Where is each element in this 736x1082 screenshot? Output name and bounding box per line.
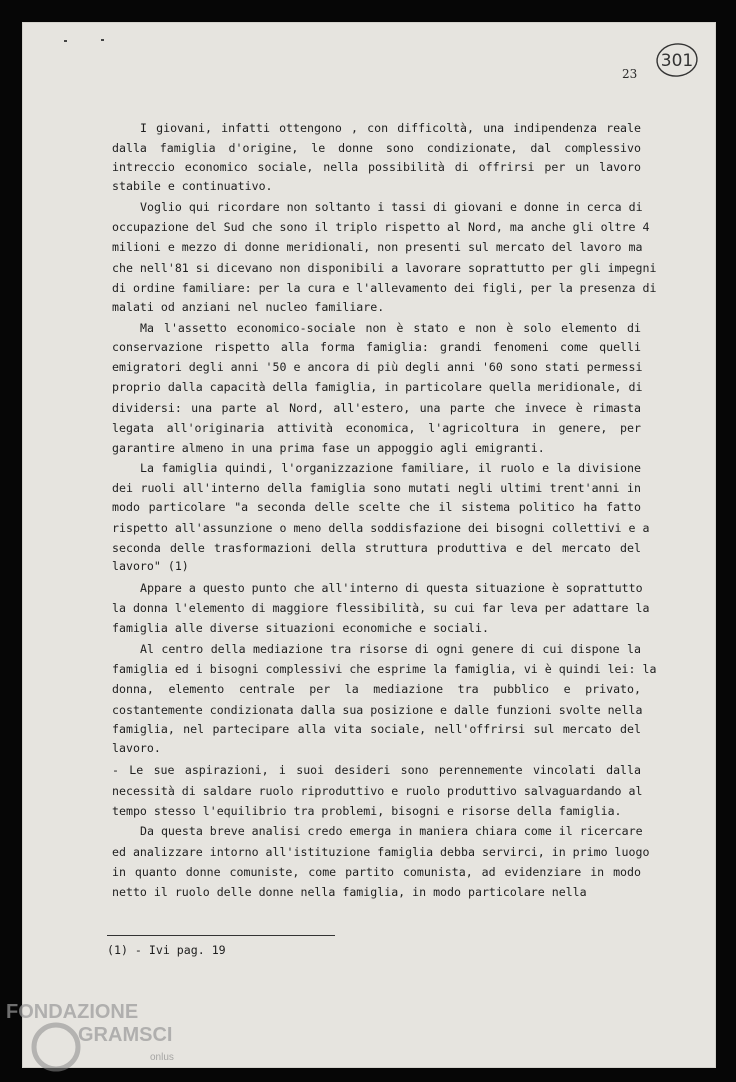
text-line: donna, elemento centrale per la mediazione tra pubblico e privato, [112,682,641,696]
watermark-line1: FONDAZIONE [6,1001,139,1023]
text-line: lavoro" (1) [112,559,189,573]
text-line: emigratori degli anni '50 e ancora di più degli anni '60 sono stati permessi [112,360,643,374]
text-line: la donna l'elemento di maggiore flessibilità, su cui far leva per adattare la [112,601,650,615]
text-line: proprio dalla capacità della famiglia, in particolare quella meridionale, di [112,380,643,394]
text-line: Da questa breve analisi credo emerga in maniera chiara come il ricercare [140,824,643,838]
text-line: necessità di saldare ruolo riproduttivo e ruolo produttivo salvaguardando al [112,784,643,798]
text-line: legata all'originaria attività economica, l'agricoltura in genere, per [112,421,641,435]
text-line: costantemente condizionata dalla sua posizione e dalle funzioni svolte nella [112,703,643,717]
text-line: lavoro. [112,741,161,755]
text-line: Appare a questo punto che all'interno di questa situazione è soprattutto [140,581,643,595]
text-line: di ordine familiare: per la cura e l'allevamento dei figli, per la presenza di [112,281,657,295]
text-line: garantire almeno in una prima fase un appoggio agli emigranti. [112,441,545,455]
text-line: conservazione rispetto alla forma famiglia: grandi fenomeni come quelli [112,340,641,354]
text-line: famiglia ed i bisogni complessivi che esprime la famiglia, vi è quindi lei: la [112,662,657,676]
footnote: (1) - Ivi pag. 19 [107,943,226,957]
text-line: famiglia, nel partecipare alla vita sociale, nell'offrirsi sul mercato del [112,722,641,736]
text-line: tempo stesso l'equilibrio tra problemi, bisogni e risorse della famiglia. [112,804,622,818]
text-line: modo particolare "a seconda delle scelte che il sistema politico ha fatto [112,500,641,514]
archive-number: 301 [660,51,694,71]
text-line: dalla famiglia d'origine, le donne sono condizionate, dal complessivo [112,141,641,155]
text-line: occupazione del Sud che sono il triplo rispetto al Nord, ma anche gli oltre 4 [112,220,650,234]
page-number: 23 [622,67,638,81]
watermark-line2: GRAMSCI [78,1024,173,1046]
text-line: che nell'81 si dicevano non disponibili a lavorare soprattutto per gli impegni [112,261,657,275]
text-line: La famiglia quindi, l'organizzazione familiare, il ruolo e la divisione [140,461,641,475]
footnote-divider [107,935,335,936]
text-line: malati od anziani nel nucleo familiare. [112,300,385,314]
text-line: dei ruoli all'interno della famiglia sono mutati negli ultimi trent'anni in [112,481,641,495]
text-line: intreccio economico sociale, nella possibilità di offrirsi per un lavoro [112,160,641,174]
text-line: - Le sue aspirazioni, i suoi desideri sono perennemente vincolati dalla [112,763,641,777]
text-line: dividersi: una parte al Nord, all'estero, una parte che invece è rimasta [112,401,641,415]
text-line: Voglio qui ricordare non soltanto i tassi di giovani e donne in cerca di [140,200,643,214]
text-line: milioni e mezzo di donne meridionali, non presenti sul mercato del lavoro ma [112,240,643,254]
fondazione-gramsci-watermark [4,998,194,1078]
text-line: in quanto donne comuniste, come partito comunista, ad evidenziare in modo [112,865,641,879]
text-line: famiglia alle diverse situazioni economiche e sociali. [112,621,489,635]
text-line: netto il ruolo delle donne nella famiglia, in modo particolare nella [112,885,587,899]
text-line: rispetto all'assunzione o meno della soddisfazione dei bisogni collettivi e a [112,521,650,535]
text-line: ed analizzare intorno all'istituzione famiglia debba servirci, in primo luogo [112,845,650,859]
text-line: seconda delle trasformazioni della struttura produttiva e del mercato del [112,541,641,555]
text-line: Ma l'assetto economico-sociale non è stato e non è solo elemento di [140,321,641,335]
text-line: I giovani, infatti ottengono , con difficoltà, una indipendenza reale [140,121,641,135]
text-line: stabile e continuativo. [112,179,273,193]
watermark-suffix: onlus [150,1052,174,1063]
text-line: Al centro della mediazione tra risorse di ogni genere di cui dispone la [140,642,641,656]
